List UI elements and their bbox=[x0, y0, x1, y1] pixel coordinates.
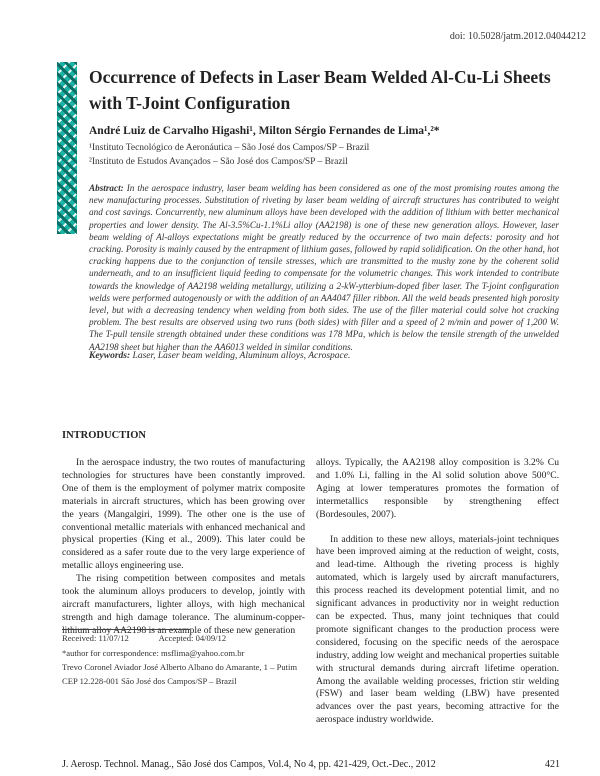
footnote-dates bbox=[62, 633, 226, 643]
authors: André Luiz de Carvalho Higashi¹, Milton Sérgio Fernandes de Lima¹,²* bbox=[89, 125, 440, 137]
journal-citation: J. Aerosp. Technol. Manag., São José dos Campos, Vol.4, No 4, pp. 421-429, Oct.-Dec., 2012 bbox=[62, 759, 436, 770]
abstract bbox=[89, 182, 559, 353]
keywords-label: Keywords: bbox=[89, 351, 131, 361]
paragraph: The rising competition between composites and metals took the aluminum alloys producers to develop, jointly with aircraft manufacturers, lighter alloys, with high mechanical strength and high damage tolerance. The aluminum-copper-lithium alloy AA2198 is an example of these new generation bbox=[62, 573, 305, 636]
correspondence-email[interactable]: *author for correspondence: msflima@yahoo.com.br bbox=[62, 648, 245, 658]
accepted-date: Accepted: 04/09/12 bbox=[158, 633, 227, 643]
keywords bbox=[89, 351, 559, 361]
paragraph: In the aerospace industry, the two routes of manufacturing technologies for structures have been constantly improved. One of them is the employment of polymer matrix composite materials in aircraft structures, which has been growing over the years (Mangalgiri, 1999). The other one is the use of conventional metallic materials with enhanced mechanical and physical properties (King et al., 2009). This later could be considered as a safer route due to the very large experience of metallic alloys engineering use. bbox=[62, 457, 305, 572]
paragraph: In addition to these new alloys, materials-joint techniques have been improved aiming at the reduction of weight, costs, and lead-time. Although the riveting process is highly automated, which is largely used by aircraft manufacturers, this process reached its development potential limit, and no significant advances in productivity nor in weight reduction can be expected. Thus, many joint techniques that could promote significant changes to the production process were considered, focusing on the specific needs of the aerospace industry, adding low weight and mechanical properties suitable with structural demands during aircraft lifetime operation. Among the available welding processes, friction stir welding (FSW) and laser beam welding (LBW) have presented advances over the past years, becoming attractive for the aerospace industry worldwide. bbox=[316, 533, 559, 726]
keywords-text: Laser, Laser beam welding, Aluminum alloys, Acrospace. bbox=[132, 351, 351, 361]
doi[interactable]: doi: 10.5028/jatm.2012.04044212 bbox=[449, 31, 586, 42]
column-left bbox=[62, 457, 305, 638]
abstract-text: In the aerospace industry, laser beam welding has been considered as one of the most promising routes among the new manufacturing processes. Substitution of riveting by laser beam welding of aircraft structures has contributed to weight and cost savings. Concurrently, new aluminum alloys have been developed with the addition of lithium with better mechanical properties and lower density. The Al-3.5%Cu-1.1%Li alloy (AA2198) is one of these new generation alloys. However, laser beam welding of Al-alloys expectations might be greatly reduced by the occurrence of two main defects: porosity and hot cracking. Porosity is mainly caused by the entrapment of lithium gases, followed by rapid solidification. On the other hand, hot cracking happens due to the conjunction of tensile stresses, which are transmitted to the mushy zone by the coherent solid underneath, and to an insufficient liquid feeding to compensate for the volumetric changes. This work intended to contribute towards the knowledge of AA2198 welding metallurgy, utilizing a 2-kW-ytterbium-doped fiber laser. The T-joint configuration welds were performed autogenously or with the addition of an AA4047 filler ribbon. All the weld beads presented high porosity level, but with a decreasing tendency when welding from both sides. The use of the filler material could solve hot cracking problem. The best results are observed using two runs (both sides) with filler and a speed of 2 m/min and power of 1,200 W. The T-pull tensile strength obtained under these conditions was 178 MPa, which is below the tensile strength of the unwelded AA2198 sheet but higher than the AA6013 welded in similar conditions. bbox=[89, 183, 559, 352]
column-right bbox=[316, 457, 559, 727]
article-title: Occurrence of Defects in Laser Beam Welded Al-Cu-Li Sheets with T-Joint Configuration bbox=[89, 67, 551, 113]
abstract-label: Abstract: bbox=[89, 183, 124, 193]
section-heading: INTRODUCTION bbox=[62, 430, 147, 441]
received-date: Received: 11/07/12 bbox=[62, 633, 129, 643]
paragraph: alloys. Typically, the AA2198 alloy composition is 3.2% Cu and 1.0% Li, falling in the Al solid solution above 500°C. Aging at lower temperatures promotes the formation of intermetallics responsible by strengthening effect (Bordesoules, 2007). bbox=[316, 457, 559, 520]
affiliation-2: ²Instituto de Estudos Avançados – São José dos Campos/SP – Brazil bbox=[89, 157, 348, 167]
page-number: 421 bbox=[545, 759, 560, 770]
footnote-divider bbox=[62, 629, 190, 630]
address-line-1: Trevo Coronel Aviador José Alberto Albano do Amarante, 1 – Putim bbox=[62, 662, 298, 672]
affiliation-1: ¹Instituto Tecnológico de Aeronáutica – São José dos Campos/SP – Brazil bbox=[89, 143, 370, 153]
address-line-2: CEP 12.228-001 São José dos Campos/SP – Brazil bbox=[62, 676, 237, 686]
decorative-pattern-bar bbox=[57, 62, 77, 234]
